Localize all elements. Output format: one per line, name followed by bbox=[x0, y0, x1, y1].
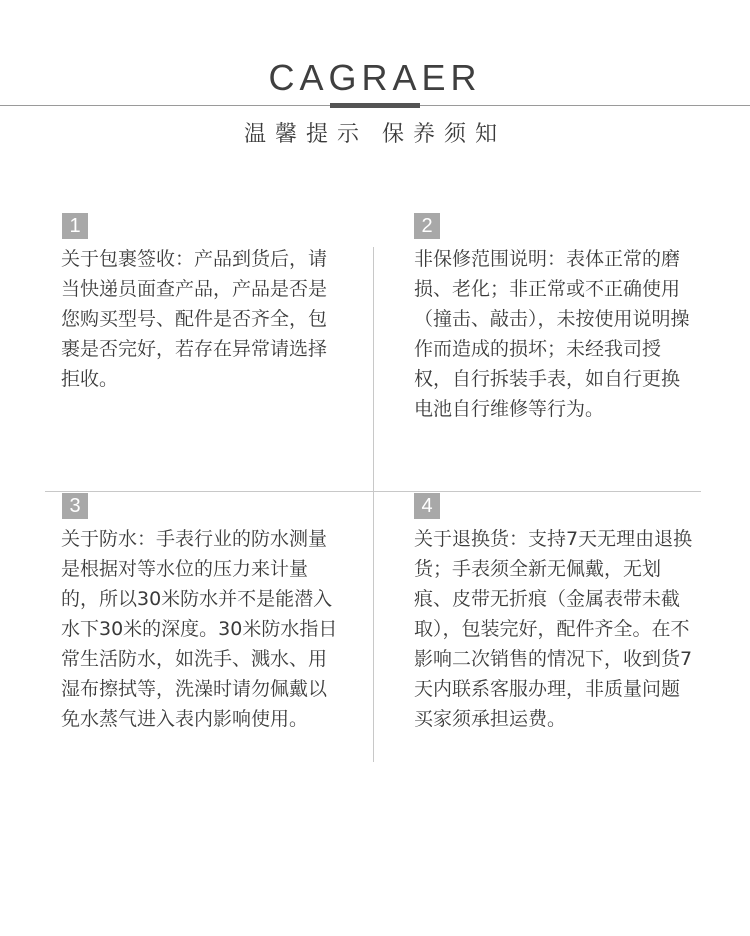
page-subtitle bbox=[0, 121, 750, 149]
subtitle-care: 保养须知 bbox=[382, 122, 507, 147]
section-text-signing: 关于包裹签收：产品到货后，请当快递员面查产品，产品是否是您购买型号、配件是否齐全，包裹是否完好，若存在异常请选择拒收。 bbox=[61, 248, 328, 390]
section-text-warranty: 非保修范围说明：表体正常的磨损、老化；非正常或不正确使用（撞击、敲击），未按使用说明操作而造成的损坏；未经我司授权，自行拆装手表，如自行更换电池自行维修等行为。 bbox=[414, 248, 690, 420]
grid-vertical-divider bbox=[373, 247, 374, 762]
section-text-returns: 关于退换货：支持7天无理由退换货；手表须全新无佩戴，无划痕、皮带无折痕（金属表带未截取），包装完好，配件齐全。在不影响二次销售的情况下，收到货7天内联系客服办理，非质量问题买家须承担运费。 bbox=[414, 528, 693, 730]
section-number-badge: 4 bbox=[414, 493, 440, 519]
header-accent-bar bbox=[330, 103, 420, 108]
section-number-badge: 3 bbox=[62, 493, 88, 519]
brand-logo: CAGRAER bbox=[268, 57, 482, 98]
grid-horizontal-divider bbox=[45, 491, 701, 492]
subtitle-tips: 温馨提示 bbox=[243, 122, 368, 147]
section-text-waterproof: 关于防水：手表行业的防水测量是根据对等水位的压力来计量的，所以30米防水并不是能潜入水下30米的深度。30米防水指日常生活防水，如洗手、溅水、用湿布擦拭等，洗澡时请勿佩戴以免水蒸气进入表内影响使用。 bbox=[61, 528, 338, 730]
section-number-badge: 1 bbox=[62, 213, 88, 239]
section-number-badge: 2 bbox=[414, 213, 440, 239]
